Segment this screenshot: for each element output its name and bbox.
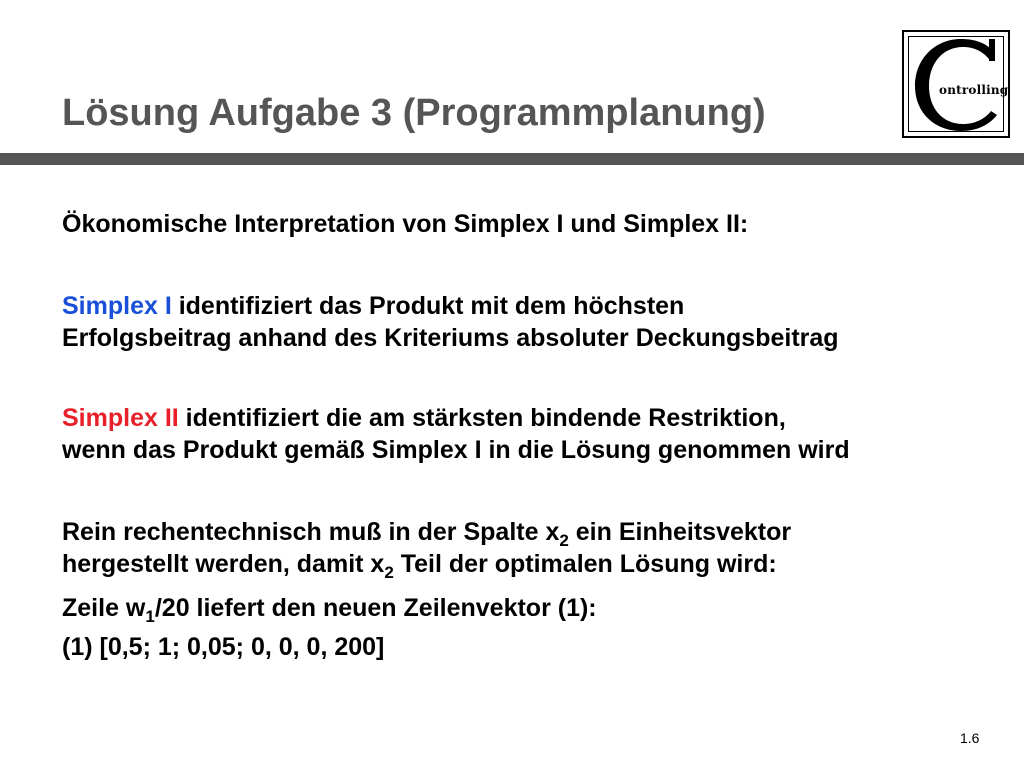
row-vector-text: (1) [0,5; 1; 0,05; 0, 0, 0, 200] [62, 633, 385, 661]
zeile-line [62, 592, 597, 624]
logo-wordmark: ontrolling [939, 83, 1009, 97]
simplex-one-text: identifiziert das Produkt mit dem höchsten [171, 292, 685, 320]
rechen-line-2 [62, 548, 777, 580]
rechen-line-1 [62, 516, 791, 548]
rechen-text-1b: ein Einheitsvektor [568, 518, 792, 546]
zeile-text-b: /20 liefert den neuen Zeilenvektor (1): [154, 594, 597, 622]
page-number: 1.6 [960, 730, 980, 746]
title-divider [0, 153, 1024, 165]
zeile-text-a: Zeile w [62, 594, 146, 622]
rechen-subscript-1: 2 [559, 531, 569, 550]
rechen-subscript-2: 2 [384, 563, 394, 582]
simplex-two-line-1 [62, 402, 786, 434]
rechen-text-1a: Rein rechentechnisch muß in der Spalte x [62, 518, 560, 546]
controlling-logo [902, 30, 1010, 138]
simplex-one-line-2 [62, 322, 839, 354]
heading-text: Ökonomische Interpretation von Simplex I und Simplex II: [62, 210, 749, 238]
simplex-two-line-2 [62, 434, 850, 466]
simplex-two-text-2: wenn das Produkt gemäß Simplex I in die Lösung genommen wird [62, 436, 850, 464]
rechen-text-2a: hergestellt werden, damit x [62, 550, 385, 578]
row-vector-line [62, 631, 384, 663]
simplex-one-text-2: Erfolgsbeitrag anhand des Kriteriums absoluter Deckungsbeitrag [62, 324, 839, 352]
simplex-two-term: Simplex II [62, 404, 179, 432]
rechen-text-2b: Teil der optimalen Lösung wird: [393, 550, 777, 578]
simplex-one-term: Simplex I [62, 292, 172, 320]
interpretation-heading [62, 208, 748, 240]
logo-frame [908, 36, 1009, 132]
zeile-subscript: 1 [145, 607, 155, 626]
simplex-two-text: identifiziert die am stärksten bindende Restriktion, [178, 404, 786, 432]
slide-title: Lösung Aufgabe 3 (Programmplanung) [62, 92, 766, 134]
simplex-one-line-1 [62, 290, 684, 322]
